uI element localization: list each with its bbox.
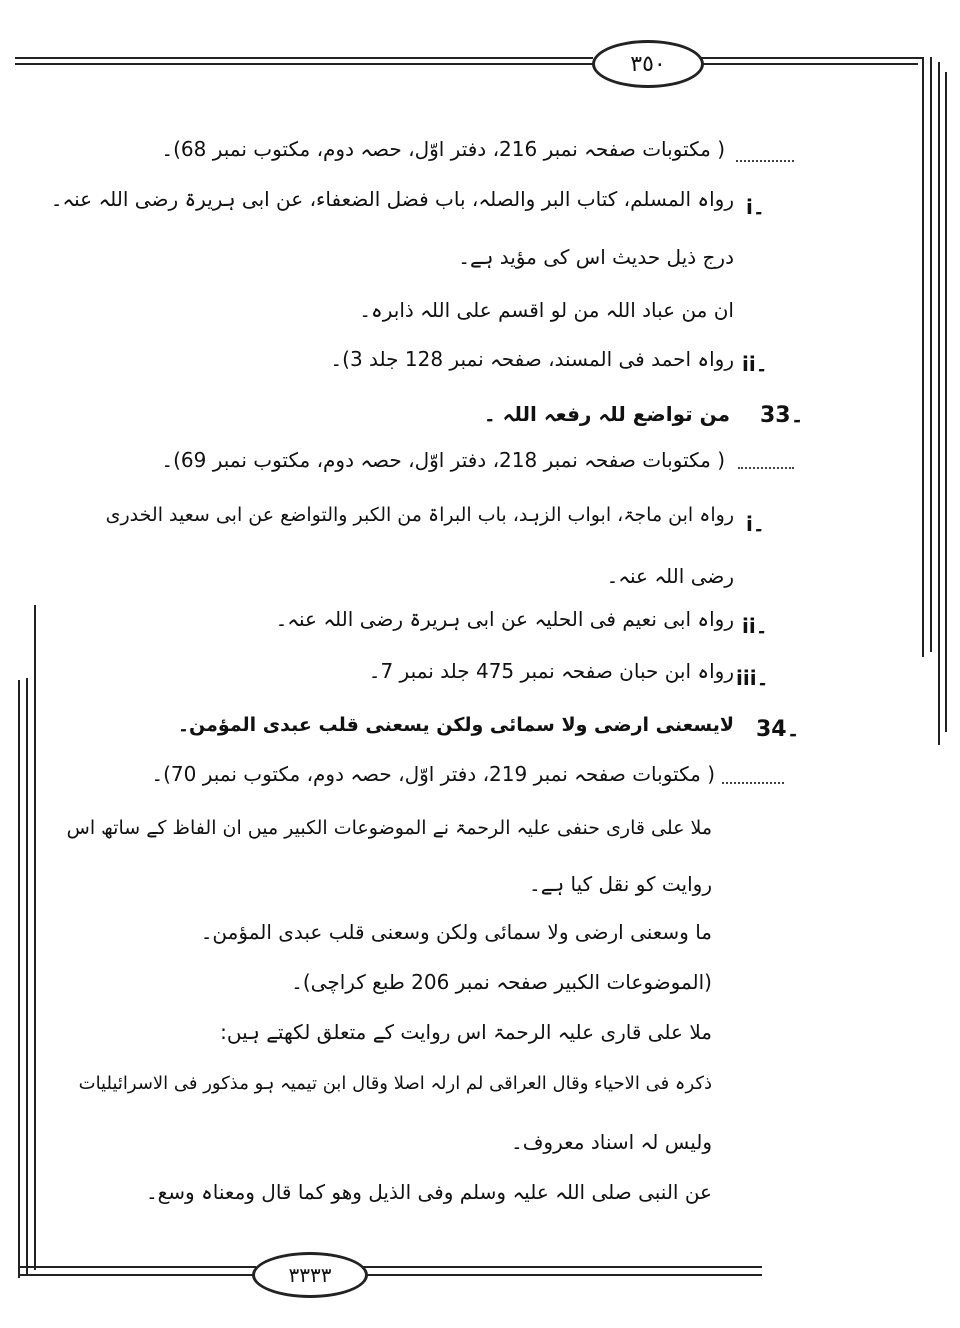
item-marker: i۔ xyxy=(746,512,765,536)
frame-right-line-4 xyxy=(945,72,947,732)
text-line: رواہ احمد فی المسند، صفحہ نمبر 128 جلد 3)۔ xyxy=(330,347,734,371)
text-line: من تواضع للہ رفعہ اللہ ۔ xyxy=(483,402,730,426)
item-marker: ii۔ xyxy=(742,352,768,376)
frame-left-line-1 xyxy=(18,680,20,1278)
text-line: لایسعنی ارضی ولا سمائی ولکن یسعنی قلب عبدی المؤمن۔ xyxy=(177,714,734,736)
text-line: ما وسعنی ارضی ولا سمائی ولکن وسعنی قلب عبدی المؤمن۔ xyxy=(200,920,712,944)
frame-bottom-line-2 xyxy=(18,1274,256,1276)
top-page-number: ٣٥٠ xyxy=(630,51,666,77)
text-line: ولیس لہ اسناد معروف۔ xyxy=(510,1130,712,1154)
frame-right-line-3 xyxy=(938,62,940,745)
frame-top-right-1 xyxy=(700,57,924,59)
dotted-leader xyxy=(738,467,794,469)
text-line: رواہ ابی نعیم فی الحلیہ عن ابی ہریرۃ رضی اللہ عنہ۔ xyxy=(275,607,734,631)
frame-top-line-2 xyxy=(15,63,593,65)
item-marker: ii۔ xyxy=(742,614,768,638)
bottom-page-number-badge xyxy=(252,1252,368,1298)
text-line: درج ذیل حدیث اس کی مؤید ہے۔ xyxy=(458,245,734,269)
frame-bottom-right-1 xyxy=(362,1266,762,1268)
text-line: ( مکتوبات صفحہ نمبر 218، دفتر اوّل، حصہ دوم، مکتوب نمبر 69)۔ xyxy=(161,448,725,472)
dotted-leader xyxy=(722,782,784,784)
text-line: ذکرہ فی الاحیاء وقال العراقی لم ارلہ اصلا وقال ابن تیمیہ ہو مذکور فی الاسرائیلیات xyxy=(78,1073,712,1094)
frame-bottom-right-2 xyxy=(362,1274,762,1276)
text-line: ( مکتوبات صفحہ نمبر 216، دفتر اوّل، حصہ دوم، مکتوب نمبر 68)۔ xyxy=(161,137,725,161)
top-page-number-badge xyxy=(592,40,704,88)
text-line: ( مکتوبات صفحہ نمبر 219، دفتر اوّل، حصہ دوم، مکتوب نمبر 70)۔ xyxy=(151,762,715,786)
dotted-leader xyxy=(736,160,794,162)
frame-right-line-2 xyxy=(930,57,932,652)
text-line: رضی اللہ عنہ۔ xyxy=(606,564,734,588)
section-number: 34۔ xyxy=(756,717,800,742)
frame-bottom-line-1 xyxy=(18,1266,256,1268)
frame-top-line-1 xyxy=(15,57,593,59)
frame-left-line-3 xyxy=(34,605,36,1270)
text-line: رواہ ابن حبان صفحہ نمبر 475 جلد نمبر 7۔ xyxy=(368,659,734,683)
text-line: روایت کو نقل کیا ہے۔ xyxy=(529,872,712,896)
text-line: ملا علی قاری علیہ الرحمۃ اس روایت کے متعلق لکھتے ہیں: xyxy=(220,1020,712,1044)
bottom-page-number: ٣٣٣٣ xyxy=(288,1263,332,1287)
section-number: 33۔ xyxy=(760,403,804,428)
text-line: (الموضوعات الکبیر صفحہ نمبر 206 طبع کراچی)۔ xyxy=(291,970,712,994)
text-line: ان من عباد اللہ من لو اقسم علی اللہ ذابرہ۔ xyxy=(359,298,734,322)
text-line: ملا علی قاری حنفی علیہ الرحمۃ نے الموضوعات الکبیر میں ان الفاظ کے ساتھ اس xyxy=(66,817,712,839)
frame-right-line-1 xyxy=(922,57,924,657)
text-line: رواہ المسلم، کتاب البر والصلہ، باب فضل الضعفاء، عن ابی ہریرۃ رضی اللہ عنہ۔ xyxy=(50,187,734,211)
frame-left-line-2 xyxy=(26,678,28,1274)
item-marker: iii۔ xyxy=(736,666,769,690)
text-line: عن النبی صلی اللہ علیہ وسلم وفی الذیل وھو کما قال ومعناہ وسع۔ xyxy=(145,1180,712,1204)
item-marker: i۔ xyxy=(746,195,765,219)
text-line: رواہ ابن ماجۃ، ابواب الزہد، باب البراۃ من الکبر والتواضع عن ابی سعید الخدری xyxy=(105,504,734,526)
frame-top-right-2 xyxy=(700,63,918,65)
